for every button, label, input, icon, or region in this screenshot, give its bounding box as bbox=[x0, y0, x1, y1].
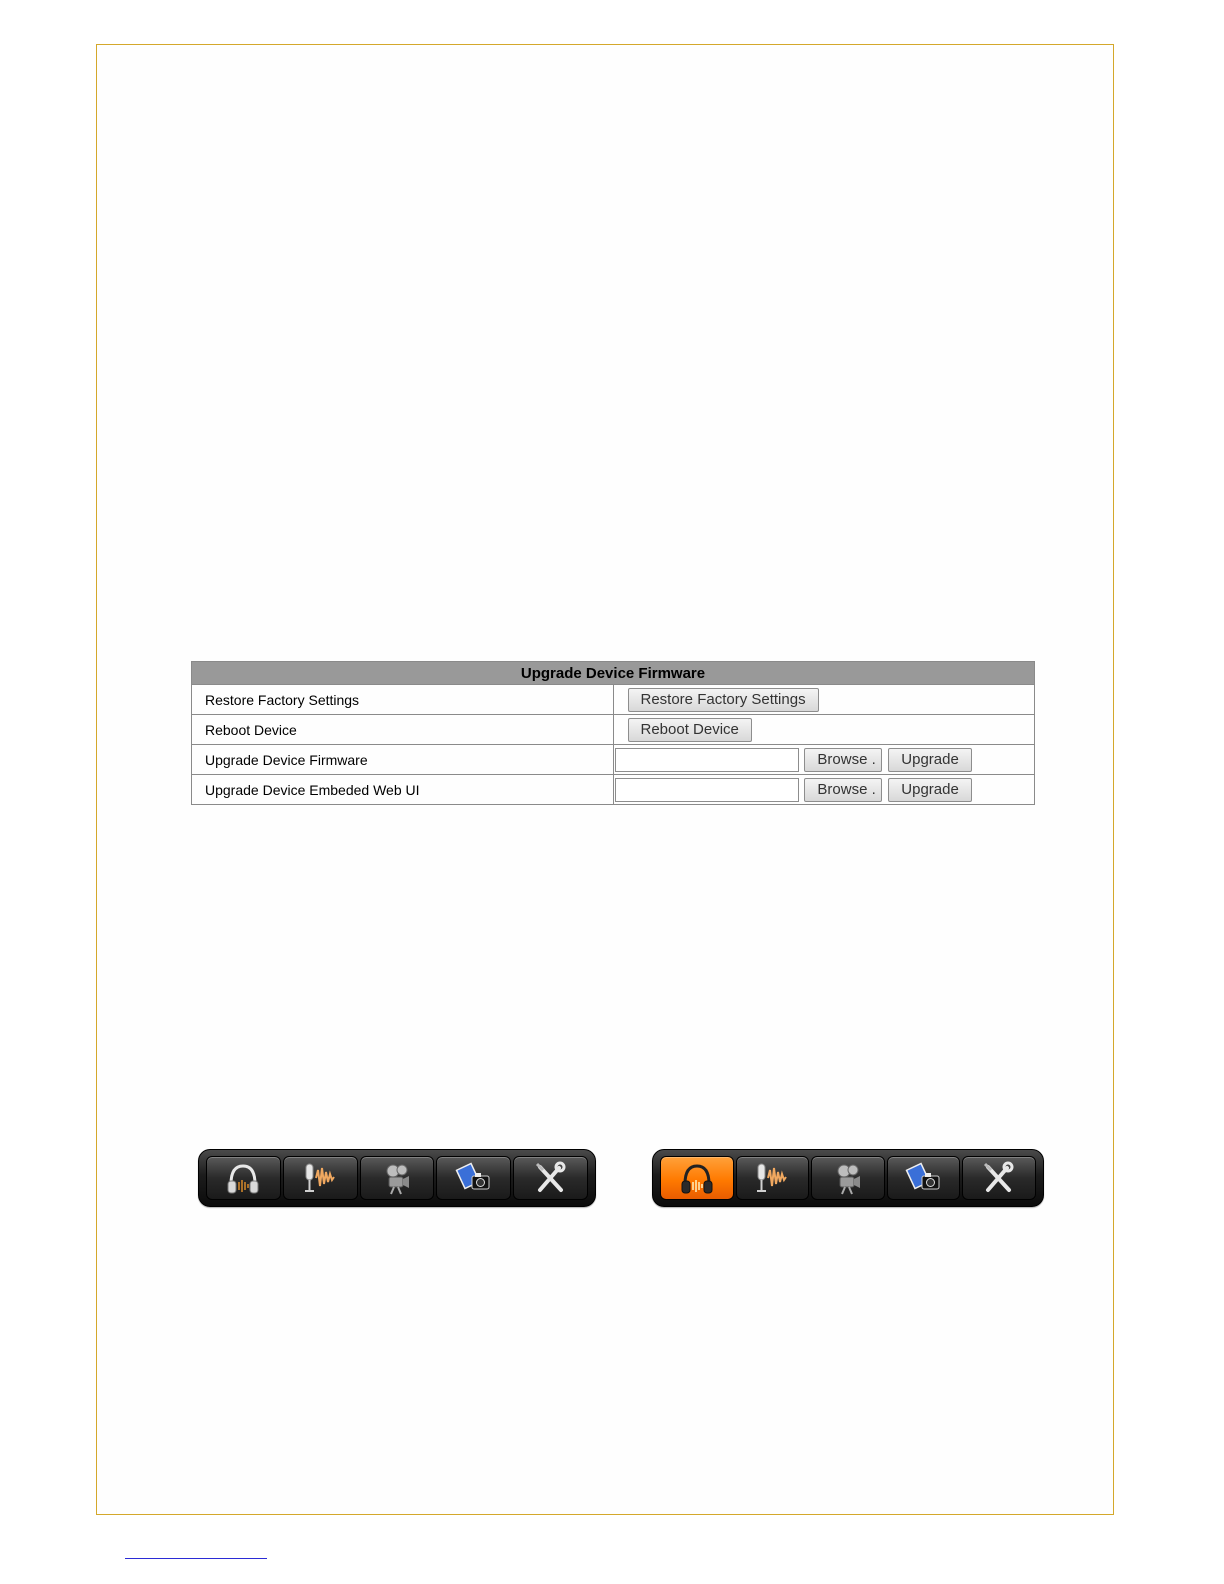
firmware-file-input[interactable] bbox=[615, 748, 799, 772]
restore-factory-settings-button[interactable]: Restore Factory Settings bbox=[628, 688, 819, 712]
web-ui-browse-button[interactable]: Browse . bbox=[804, 778, 882, 802]
toolbar-button-headphones[interactable] bbox=[660, 1156, 734, 1200]
toolbar-button-settings[interactable] bbox=[513, 1156, 588, 1200]
toolbar-button-snapshot[interactable] bbox=[887, 1156, 961, 1200]
toolbar-button-video[interactable] bbox=[360, 1156, 435, 1200]
toolbar-button-snapshot[interactable] bbox=[436, 1156, 511, 1200]
headphones-icon bbox=[677, 1160, 717, 1196]
toolbar-button-headphones[interactable] bbox=[206, 1156, 281, 1200]
headphones-icon bbox=[223, 1160, 263, 1196]
microphone-waveform-icon bbox=[300, 1160, 340, 1196]
row-label: Restore Factory Settings bbox=[192, 685, 614, 715]
microphone-waveform-icon bbox=[752, 1160, 792, 1196]
toolbar-button-settings[interactable] bbox=[962, 1156, 1036, 1200]
toolbar-button-microphone[interactable] bbox=[283, 1156, 358, 1200]
row-controls bbox=[613, 745, 1035, 775]
footer-rule bbox=[125, 1558, 267, 1559]
table-row bbox=[192, 775, 1035, 805]
table-header-row bbox=[192, 662, 1035, 685]
table-row bbox=[192, 745, 1035, 775]
upgrade-firmware-table bbox=[191, 661, 1035, 805]
row-controls bbox=[613, 685, 1035, 715]
snapshot-icon bbox=[454, 1160, 494, 1196]
tools-icon bbox=[979, 1160, 1019, 1196]
firmware-browse-button[interactable]: Browse . bbox=[804, 748, 882, 772]
media-toolbar-selected bbox=[652, 1149, 1044, 1207]
table-row bbox=[192, 715, 1035, 745]
tools-icon bbox=[531, 1160, 571, 1196]
video-camera-icon bbox=[377, 1160, 417, 1196]
media-toolbar-normal bbox=[198, 1149, 596, 1207]
web-ui-file-input[interactable] bbox=[615, 778, 799, 802]
row-label: Upgrade Device Firmware bbox=[192, 745, 614, 775]
row-controls bbox=[613, 775, 1035, 805]
table-row bbox=[192, 685, 1035, 715]
firmware-upgrade-button[interactable]: Upgrade bbox=[888, 748, 972, 772]
toolbar-button-microphone[interactable] bbox=[736, 1156, 810, 1200]
video-camera-icon bbox=[828, 1160, 868, 1196]
row-controls bbox=[613, 715, 1035, 745]
snapshot-icon bbox=[904, 1160, 944, 1196]
web-ui-upgrade-button[interactable]: Upgrade bbox=[888, 778, 972, 802]
reboot-device-button[interactable]: Reboot Device bbox=[628, 718, 752, 742]
row-label: Reboot Device bbox=[192, 715, 614, 745]
row-label: Upgrade Device Embeded Web UI bbox=[192, 775, 614, 805]
toolbar-button-video[interactable] bbox=[811, 1156, 885, 1200]
table-title: Upgrade Device Firmware bbox=[192, 662, 1035, 685]
